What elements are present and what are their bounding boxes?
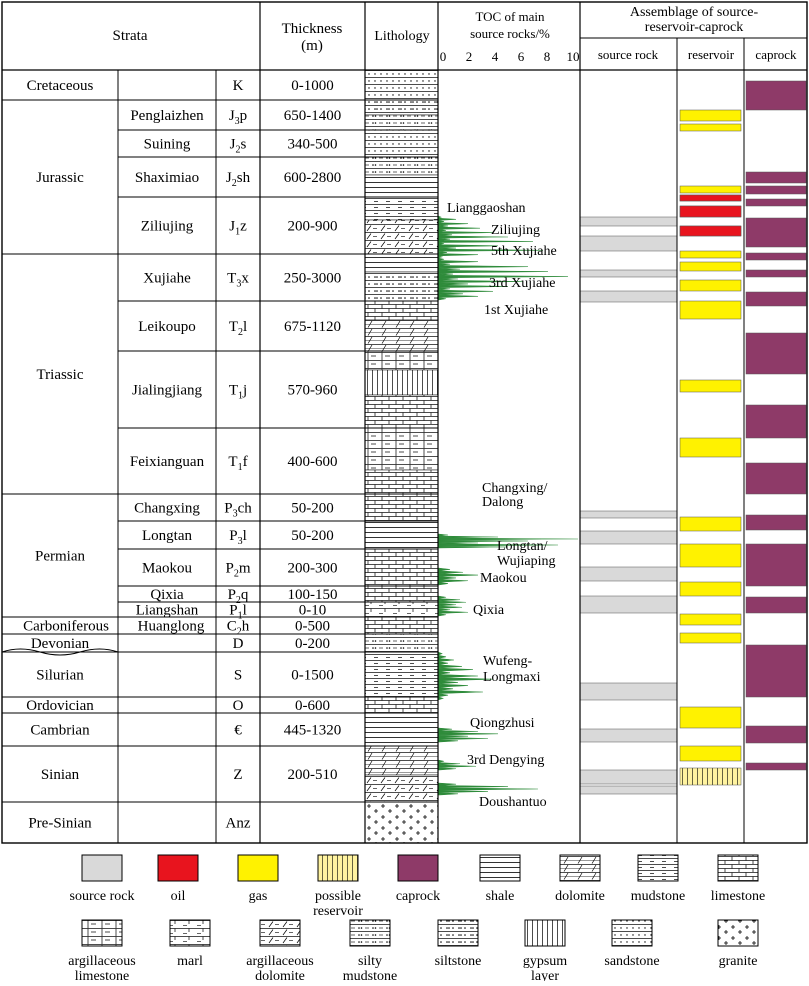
lithology-band (365, 272, 438, 301)
lithology-band (365, 301, 438, 320)
gas-reservoir-band (680, 251, 741, 258)
toc-tick-label: 8 (543, 49, 551, 64)
caprock-band (746, 405, 806, 438)
legend-label: argillaceous dolomite (246, 954, 314, 981)
strata-thickness: 200-300 (287, 560, 338, 577)
header-assemblage-line-2: reservoir-caprock (644, 20, 744, 35)
legend-swatch (525, 920, 565, 946)
toc-formation-label: Wufeng- (483, 654, 533, 669)
lithology-band (365, 775, 438, 802)
legend-swatch (718, 920, 758, 946)
strata-system: Cambrian (30, 722, 90, 739)
source-rock-band (580, 217, 677, 226)
caprock-band (746, 199, 806, 206)
caprock-band (746, 544, 806, 586)
lithology-band (365, 175, 438, 197)
strata-system: Ordovician (26, 698, 94, 714)
strata-code: $P_3l$ (229, 528, 247, 547)
legend-label: oil (170, 889, 186, 904)
strata-code: $T_2l$ (228, 319, 248, 338)
strata-thickness: 0-1000 (291, 78, 334, 94)
strata-thickness: 675-1120 (284, 319, 341, 335)
lithology-band (365, 370, 438, 395)
legend-label: caprock (395, 889, 441, 904)
legend-label: sandstone (604, 954, 660, 969)
caprock-band (746, 333, 806, 374)
strata-formation: Xujiahe (143, 270, 191, 287)
strata-code: Anz (225, 815, 251, 832)
strata-thickness: 0-1500 (291, 667, 334, 684)
legend-swatch (480, 855, 520, 881)
strata-code: D (232, 636, 244, 652)
strata-system: Permian (35, 548, 85, 565)
oil-reservoir-band (680, 226, 741, 236)
strata-code: $T_3x$ (227, 270, 249, 290)
caprock-band (746, 270, 806, 277)
strata-formation: Jialingjiang (132, 382, 202, 399)
legend-swatch (350, 920, 390, 946)
gas-reservoir-band (680, 438, 741, 457)
strata-thickness: 340-500 (287, 136, 338, 153)
caprock-band (746, 763, 806, 770)
possible-reservoir-band (680, 768, 741, 785)
strata-code: $J_2s$ (229, 136, 247, 156)
strata-formation: Suining (143, 136, 191, 153)
strata-code: $J_1z$ (229, 218, 247, 238)
legend-label: silty mudstone (342, 954, 398, 981)
strata-thickness: 0-500 (295, 618, 330, 635)
lithology-band (365, 521, 438, 549)
strata-formation: Liangshan (135, 602, 199, 619)
caprock-band (746, 253, 806, 260)
strata-code: $J_2sh$ (225, 170, 251, 189)
gas-reservoir-band (680, 380, 741, 392)
strata-formation: Huanglong (137, 618, 205, 635)
source-rock-band (580, 236, 677, 251)
strata-system: Sinian (40, 767, 80, 783)
strata-thickness: 0-600 (295, 698, 330, 714)
strata-code: O (232, 698, 244, 714)
gas-reservoir-band (680, 517, 741, 531)
strata-thickness: 0-10 (298, 602, 327, 619)
strata-thickness: 400-600 (287, 454, 338, 470)
strata-formation: Qixia (150, 587, 184, 603)
source-rock-band (580, 770, 677, 784)
strata-thickness: 445-1320 (283, 722, 342, 739)
caprock-band (746, 463, 806, 494)
lithology-band (365, 157, 438, 175)
toc-tick-label: 4 (491, 49, 499, 64)
header-assemblage (630, 5, 759, 35)
strata-code: $C_2h$ (226, 618, 250, 638)
strata-system: Jurassic (36, 170, 84, 186)
lithology-band (365, 254, 438, 272)
gas-reservoir-band (680, 707, 741, 728)
legend-swatch (170, 920, 210, 946)
legend-swatch (238, 855, 278, 881)
strata-thickness: 250-3000 (283, 270, 342, 287)
toc-formation-label: 3rd Dengying (467, 753, 545, 768)
toc-formation-label: Doushantuo (479, 795, 547, 810)
strata-thickness: 0-200 (295, 636, 330, 652)
lithology-band (365, 197, 438, 220)
source-rock-band (580, 596, 677, 613)
caprock-band (746, 172, 806, 183)
toc-tick-label: 2 (465, 49, 473, 64)
lithology-band (365, 100, 438, 115)
strata-thickness: 100-150 (287, 587, 338, 603)
gas-reservoir-band (680, 280, 741, 291)
gas-reservoir-band (680, 614, 741, 625)
legend-swatch (260, 920, 300, 946)
legend-swatch (158, 855, 198, 881)
source-rock-band (580, 291, 677, 302)
gas-reservoir-band (680, 544, 741, 567)
lithology-band (365, 220, 438, 254)
header-toc-title-2: source rocks/% (470, 26, 550, 41)
strata-code: $P_2m$ (225, 560, 251, 580)
header-thickness-line-2: (m) (301, 38, 323, 54)
strata-formation: Leikoupo (138, 319, 196, 335)
toc-formation-label: Longmaxi (483, 670, 541, 685)
strata-formation: Changxing (134, 500, 200, 517)
header-lithology: Lithology (374, 29, 430, 44)
strata-formation: Maokou (142, 560, 192, 577)
strata-system: Silurian (36, 667, 84, 684)
gas-reservoir-band (680, 633, 741, 643)
legend-swatch (612, 920, 652, 946)
caprock-band (746, 597, 806, 613)
header-caprock: caprock (755, 47, 797, 62)
strata-thickness: 600-2800 (283, 170, 342, 186)
gas-reservoir-band (680, 262, 741, 271)
lithology-band (365, 470, 438, 494)
legend-swatch (560, 855, 600, 881)
toc-formation-label: Qiongzhusi (470, 716, 535, 731)
strata-system: Cretaceous (26, 78, 94, 94)
lithology-band (365, 746, 438, 775)
legend-swatch (82, 920, 122, 946)
source-rock-band (580, 511, 677, 518)
legend-swatch (398, 855, 438, 881)
toc-formation-label: Lianggaoshan (447, 201, 526, 216)
toc-tick-label: 10 (566, 49, 580, 64)
legend-label: mudstone (630, 889, 686, 904)
source-rock-band (580, 270, 677, 277)
caprock-band (746, 645, 806, 697)
caprock-band (746, 186, 806, 194)
legend-label: gas (248, 889, 268, 904)
header-strata: Strata (112, 28, 148, 44)
lithology-band (365, 70, 438, 100)
toc-formation-label: 1st Xujiahe (484, 303, 549, 318)
toc-formation-label: Changxing/ (482, 481, 548, 496)
toc-formation-label: Ziliujing (491, 223, 540, 238)
strata-code: $J_3p$ (228, 108, 248, 127)
toc-formation-label: Wujiaping (497, 554, 556, 569)
caprock-band (746, 726, 806, 743)
toc-formation-label: Maokou (480, 571, 527, 586)
strata-system: Triassic (36, 367, 84, 383)
caprock-band (746, 515, 806, 530)
strata-system: Carboniferous (23, 618, 109, 635)
legend-swatch (718, 855, 758, 881)
strata-code: $P_3ch$ (224, 500, 252, 520)
gas-reservoir-band (680, 301, 741, 319)
source-rock-band (580, 786, 677, 794)
gas-reservoir-band (680, 110, 741, 121)
toc-formation-label: Longtan/ (497, 539, 548, 554)
caprock-band (746, 218, 806, 247)
strata-code: Z (233, 767, 243, 783)
strata-code: $T_1f$ (228, 454, 248, 473)
toc-tick-label: 0 (439, 49, 447, 64)
header-toc-title: TOC of main (475, 9, 545, 24)
lithology-band (365, 351, 438, 370)
legend-swatch (82, 855, 122, 881)
source-rock-band (580, 729, 677, 742)
legend-label: source rock (69, 889, 135, 904)
legend-label: dolomite (555, 889, 605, 904)
strata-code: $T_1j$ (228, 382, 248, 402)
legend-label: possible reservoir (313, 889, 363, 919)
header-thickness-line-1: Thickness (281, 21, 343, 37)
lithology-band (365, 713, 438, 746)
strata-code: € (234, 722, 242, 739)
toc-formation-label: Qixia (473, 603, 505, 618)
gas-reservoir-band (680, 582, 741, 596)
lithology-band (365, 320, 438, 351)
toc-formation-label: 5th Xujiahe (491, 244, 557, 259)
gas-reservoir-band (680, 746, 741, 761)
toc-tick-label: 6 (517, 49, 525, 64)
lithology-band (365, 586, 438, 602)
strata-formation: Ziliujing (140, 218, 194, 235)
gas-reservoir-band (680, 186, 741, 193)
lithology-band (365, 634, 438, 652)
strata-code: S (233, 667, 243, 684)
strata-thickness: 50-200 (291, 500, 334, 517)
oil-reservoir-band (680, 195, 741, 201)
strata-code: K (232, 78, 244, 94)
lithology-band (365, 130, 438, 157)
strata-formation: Penglaizhen (130, 108, 204, 124)
strata-code: $P_2q$ (227, 587, 249, 606)
legend-label: siltstone (434, 954, 482, 969)
strata-thickness: 570-960 (287, 382, 338, 399)
strata-code: $P_1l$ (229, 602, 247, 622)
oil-reservoir-band (680, 206, 741, 217)
legend-label: granite (718, 954, 758, 969)
legend-label: limestone (710, 889, 766, 904)
header-reservoir: reservoir (687, 47, 735, 62)
legend-label: gypsum layer (522, 954, 568, 981)
lithology-band (365, 428, 438, 470)
strata-formation: Longtan (142, 528, 192, 544)
toc-formation-label: Dalong (482, 495, 524, 510)
legend-label: marl (177, 954, 203, 969)
strata-thickness: 200-900 (287, 218, 338, 235)
header-assemblage-line-1: Assemblage of source- (629, 5, 759, 20)
strata-system: Devonian (30, 636, 90, 652)
caprock-band (746, 81, 806, 110)
source-rock-band (580, 683, 677, 700)
strata-thickness: 200-510 (287, 767, 338, 783)
lithology-band (365, 617, 438, 634)
caprock-band (746, 292, 806, 306)
legend-swatch (438, 920, 478, 946)
lithology-band (365, 395, 438, 428)
lithology-band (365, 802, 438, 843)
strata-thickness: 50-200 (291, 528, 334, 544)
lithology-band (365, 602, 438, 617)
lithology-band (365, 494, 438, 521)
strata-system: Pre-Sinian (28, 815, 92, 832)
lithology-band (365, 652, 438, 697)
lithology-column (365, 70, 438, 843)
source-rock-band (580, 531, 677, 544)
legend-swatch (318, 855, 358, 881)
legend-label: argillaceous limestone (68, 954, 136, 981)
lithology-band (365, 549, 438, 586)
lithology-band (365, 115, 438, 130)
legend-swatch (638, 855, 678, 881)
strata-thickness: 650-1400 (283, 108, 342, 124)
legend-label: shale (485, 889, 515, 904)
source-rock-band (580, 567, 677, 581)
gas-reservoir-band (680, 124, 741, 131)
lithology-band (365, 697, 438, 713)
strata-formation: Shaximiao (134, 170, 200, 186)
toc-formation-label: 3rd Xujiahe (489, 276, 556, 291)
header-source-rock: source rock (597, 47, 659, 62)
strata-formation: Feixianguan (129, 454, 205, 470)
